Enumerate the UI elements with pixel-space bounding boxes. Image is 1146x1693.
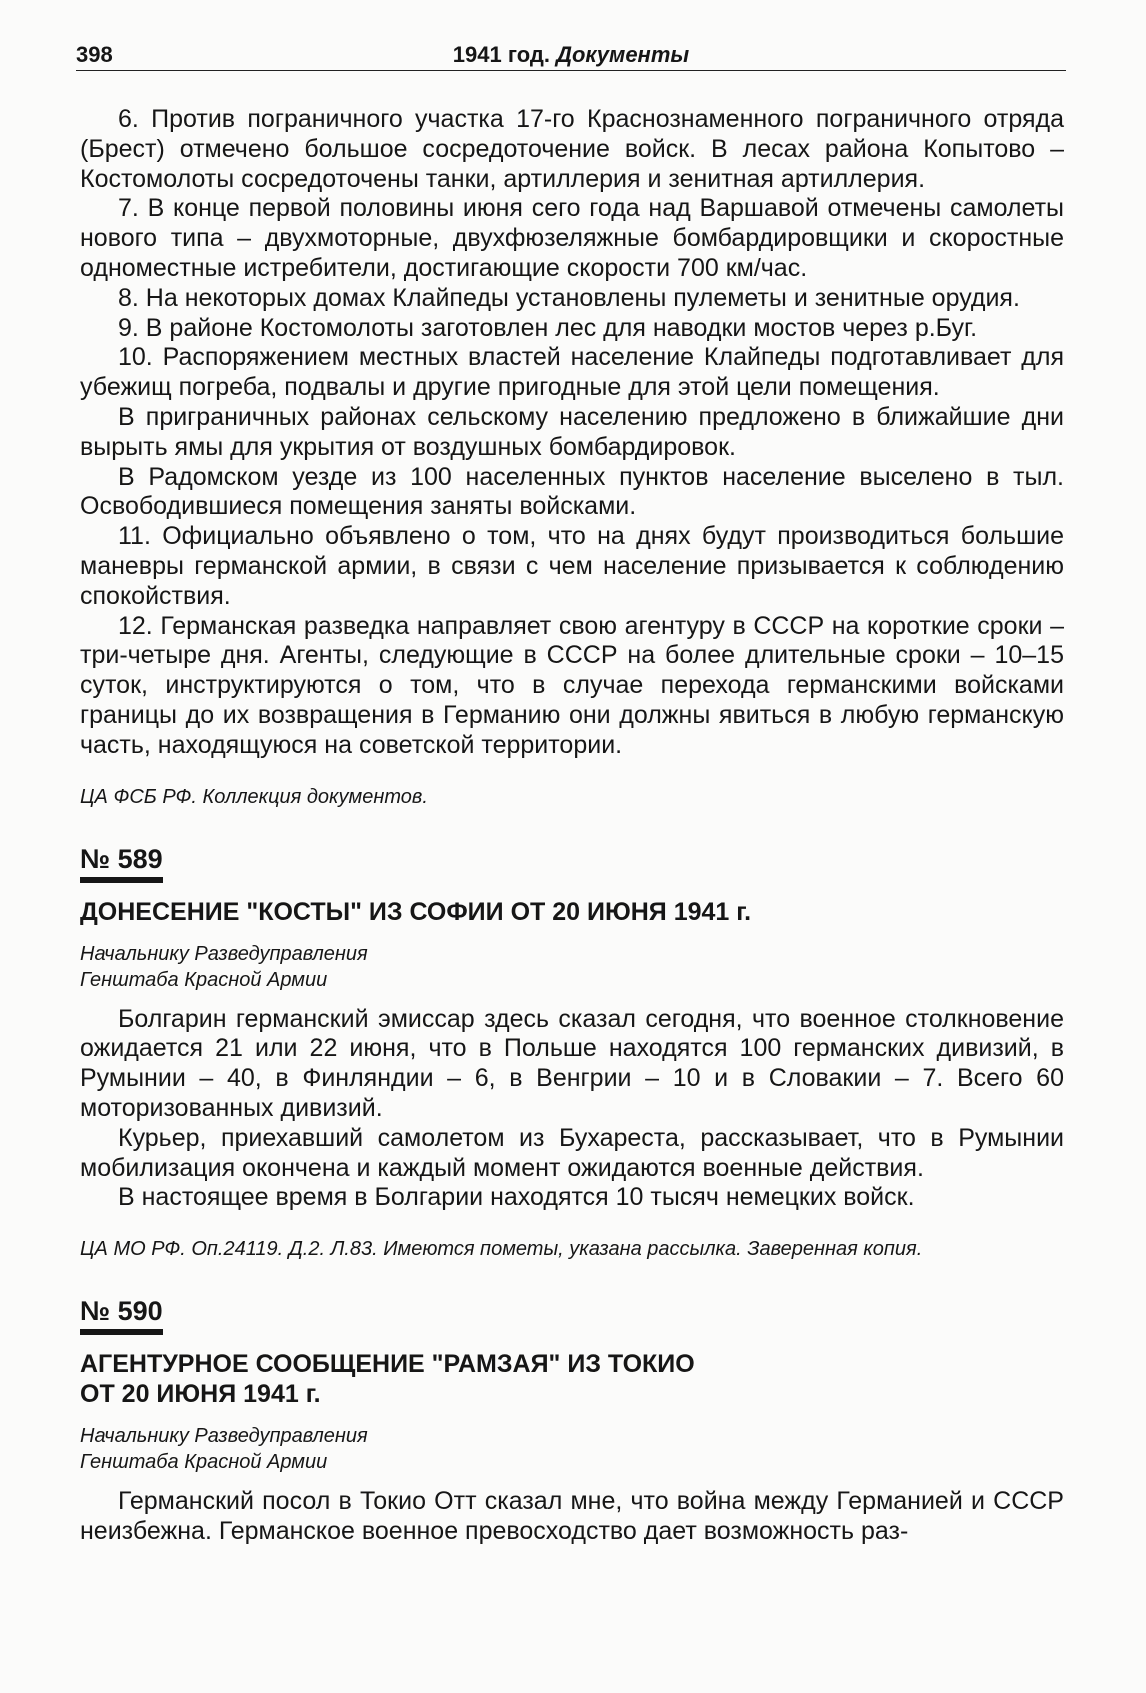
document-588-continuation <box>80 105 1064 812</box>
paragraph: 10. Распоряжением местных властей население Клайпеды подготавливает для убежищ погреба, подвалы и другие пригодные для этой цели помещения. <box>80 343 1064 402</box>
addressee <box>80 1423 1064 1475</box>
page-number: 398 <box>76 42 113 67</box>
paragraph: В настоящее время в Болгарии находятся 10 тысяч немецких войск. <box>118 1183 915 1212</box>
addressee-line: Начальнику Разведуправления <box>80 942 368 965</box>
paragraph: Курьер, приехавший самолетом из Бухареста, рассказывает, что в Румынии мобилизация окончена и каждый момент ожидаются военные действия. <box>80 1123 1064 1182</box>
paragraph: 9. В районе Костомолоты заготовлен лес для наводки мостов через р.Буг. <box>118 313 978 342</box>
document-number: № 589 <box>80 844 163 883</box>
running-title-italic: Документы <box>556 42 690 67</box>
paragraph: Болгарин германский эмиссар здесь сказал сегодня, что военное столкновение ожидается 21 или 22 июня, что в Польше находятся 100 германских дивизий, в Румынии – 40, в Финляндии – 6, в Венгрии – 10 и в Словакии – 7. Всего 60 моторизованных дивизий. <box>80 1004 1064 1122</box>
addressee-line: Генштаба Красной Армии <box>80 968 328 991</box>
paragraph: Германский посол в Токио Отт сказал мне, что война между Германией и СССР неизбежна. Германское военное превосходство дает возможность раз- <box>80 1487 1064 1545</box>
document-title: ДОНЕСЕНИЕ "КОСТЫ" ИЗ СОФИИ ОТ 20 ИЮНЯ 1941 г. <box>80 897 752 926</box>
paragraph: 11. Официально объявлено о том, что на днях будут производиться большие маневры германской армии, в связи с чем население призывается к соблюдению спокойствия. <box>80 522 1064 610</box>
running-header <box>76 40 1066 71</box>
paragraph: 6. Против пограничного участка 17-го Краснознаменного пограничного отряда (Брест) отмечено большое сосредоточение войск. В лесах района Копытово – Костомолоты сосредоточены танки, артиллерия и зенитная артиллерия. <box>80 105 1064 193</box>
document-title <box>80 1349 1064 1409</box>
document-590 <box>80 1264 1064 1547</box>
document-title-line: АГЕНТУРНОЕ СООБЩЕНИЕ "РАМЗАЯ" ИЗ ТОКИО <box>80 1350 695 1379</box>
document-title-line: ОТ 20 ИЮНЯ 1941 г. <box>80 1380 321 1409</box>
running-title <box>76 42 1066 68</box>
archive-source: ЦА ФСБ РФ. Коллекция документов. <box>80 785 428 808</box>
document-number: № 590 <box>80 1296 163 1335</box>
document-589 <box>80 812 1064 1265</box>
paragraph: 12. Германская разведка направляет свою агентуру в СССР на короткие сроки – три-четыре дня. Агенты, следующие в СССР на более длительные сроки – 10–15 суток, инструктируются о том, что в случае перехода германскими войсками границы до их возвращения в Германию они должны явиться в любую германскую часть, находящуюся на советской территории. <box>80 611 1064 759</box>
addressee-line: Начальнику Разведуправления <box>80 1425 368 1448</box>
paragraph: В Радомском уезде из 100 населенных пунктов население выселено в тыл. Освободившиеся помещения заняты войсками. <box>80 462 1064 521</box>
archive-source: ЦА МО РФ. Оп.24119. Д.2. Л.83. Имеются пометы, указана рассылка. Заверенная копия. <box>80 1238 923 1261</box>
paragraph: 7. В конце первой половины июня сего года над Варшавой отмечены самолеты нового типа – двухмоторные, двухфюзеляжные бомбардировщики и скоростные одноместные истребители, достигающие скорости 700 км/час. <box>80 194 1064 282</box>
running-title-year: 1941 год. <box>452 42 557 67</box>
page-body <box>80 105 1064 1547</box>
paragraph: 8. На некоторых домах Клайпеды установлены пулеметы и зенитные орудия. <box>118 283 1020 312</box>
addressee <box>80 941 1064 993</box>
addressee-line: Генштаба Красной Армии <box>80 1451 328 1474</box>
paragraph: В приграничных районах сельскому населению предложено в ближайшие дни вырыть ямы для укрытия от воздушных бомбардировок. <box>80 402 1064 461</box>
